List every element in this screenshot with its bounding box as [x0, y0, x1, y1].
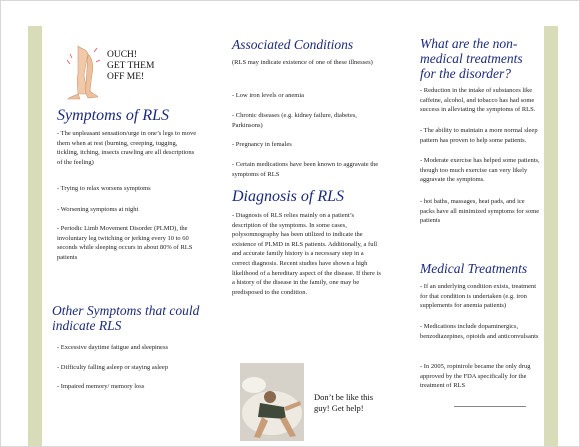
ouch-line-2: GET THEM [107, 60, 155, 71]
associated-item-2: - Chronic diseases (e.g. kidney failure, diabetes, Parkinsons) [232, 112, 357, 129]
nonmedical-item-4: - hot baths, massages, heat pads, and ice packs have all minimized symptoms for some patients [420, 198, 540, 225]
nonmedical-item-3: - Moderate exercise has helped some patients, though too much exercise can very likely aggravate the symptoms. [420, 157, 540, 184]
symptom-item-3: - Worsening symptoms at night [57, 206, 139, 213]
nonmedical-heading: What are the non-medical treatments for the disorder? [420, 36, 523, 81]
other-item-2: - Difficulty falling asleep or staying asleep [57, 364, 169, 371]
left-border-bar [28, 26, 42, 446]
medical-treatments-heading: Medical Treatments [420, 261, 528, 276]
other-item-3: - Impaired memory/ memory loss [57, 383, 145, 390]
medical-item-2: - Medications include dopaminergics, benzodiazepines, opioids and anticonvulsants [420, 323, 539, 340]
sleeping-man-photo [240, 363, 304, 441]
ouch-line-3: OFF ME! [107, 71, 145, 82]
ouch-line-1: OUCH! [107, 50, 138, 60]
right-border-bar [544, 26, 558, 446]
symptom-item-1: - The unpleasant sensation/urge in one’s legs to move them when at rest (burning, creeping, tugging, tickling, itching, insects crawling are all descriptions of the feeling) [57, 130, 197, 166]
nonmedical-item-1: - Reduction in the intake of substances like caffeine, alcohol, and tobacco has had some success in alleviating the symptoms of RLS. [420, 87, 536, 114]
associated-item-3: - Pregnancy in females [232, 141, 292, 148]
associated-heading: Associated Conditions [232, 37, 354, 52]
symptoms-heading: Symptoms of RLS [57, 107, 169, 124]
medical-item-3: - In 2005, ropinirole became the only drug approved by the FDA specifically for the treatment of RLS [420, 363, 531, 390]
other-symptoms-heading: Other Symptoms that could indicate RLS [52, 303, 200, 333]
guy-caption: Don’t be like this guy! Get help! [314, 392, 374, 413]
symptom-item-4: - Periodic Limb Movement Disorder (PLMD), the involuntary leg twitching or jerking every 10 to 60 seconds while sleeping occurs in about 80% of RLS patients [57, 225, 193, 261]
signature-line [454, 406, 526, 407]
legs-illustration [64, 44, 102, 100]
associated-intro: (RLS may indicate existence of one of these illnesses) [232, 59, 373, 66]
medical-item-1: - If an underlying condition exists, treatment for that condition is undertaken (e.g. iron supplements for anemia patients) [420, 283, 537, 310]
diagnosis-text: - Diagnosis of RLS relies mainly on a patient’s description of the symptoms. In some cases, polysomnography has been utilized to indicate the existence of PLMD in RLS patients. Additionally, a full and accurate family history is a necessary step in a correct diagnosis. Recent studies have shown a high likelihood of a hereditary aspect of the disease. If there is a history of the disease in the family, one may be predisposed to the condition. [232, 212, 381, 296]
nonmedical-item-2: - The ability to maintain a more normal sleep pattern has proven to help some patients. [420, 127, 538, 144]
associated-item-4: - Certain medications have been known to aggravate the symptoms of RLS [232, 161, 379, 178]
ouch-caption [107, 50, 154, 82]
associated-item-1: - Low iron levels or anemia [232, 92, 305, 99]
symptom-item-2: - Trying to relax worsens symptoms [57, 185, 151, 192]
other-item-1: - Excessive daytime fatigue and sleepiness [57, 344, 169, 351]
diagnosis-heading: Diagnosis of RLS [232, 188, 345, 205]
